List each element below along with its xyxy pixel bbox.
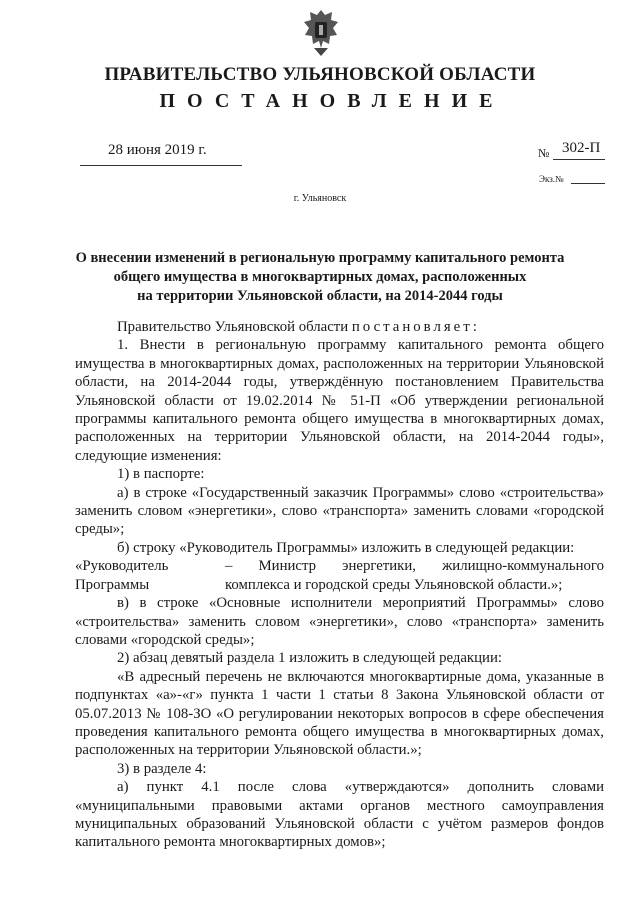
paragraph: в) в строке «Основные исполнители мероприятий Программы» слово «строительства» заменить словом «энергетики», слово «транспорта» заменить словами «городской среды»;: [75, 595, 604, 648]
title-line: общего имущества в многоквартирных домах, расположенных: [113, 269, 527, 285]
government-name: ПРАВИТЕЛЬСТВО УЛЬЯНОВСКОЙ ОБЛАСТИ: [104, 64, 536, 85]
title-line: на территории Ульяновской области, на 2014-2044 годы: [137, 288, 503, 304]
document-number: 302-П: [562, 140, 601, 156]
intro-paragraph: [75, 318, 604, 336]
paragraph: «В адресный перечень не включаются многоквартирные дома, указанные в подпунктах «а»-«г» пункта 1 части 1 статьи 8 Закона Ульяновской области от 05.07.2013 № 108-ЗО «О регулировании некоторых вопросов в сфере обеспечения проведения капитального ремонта общего имущества в многоквартирных домах, расположенных на территории Ульяновской области.»;: [75, 668, 604, 759]
intro-prefix: Правительство Ульяновской области: [117, 319, 349, 335]
paragraph: б) строку «Руководитель Программы» изложить в следующей редакции:: [117, 539, 575, 556]
coat-of-arms-emblem-icon: [302, 8, 340, 58]
copy-number-underline: [571, 183, 605, 184]
paragraph: а) в строке «Государственный заказчик Программы» слово «строительства» заменить словом «энергетики», слово «транспорта» заменить словами «городской среды»;: [75, 484, 604, 538]
paragraph: а) пункт 4.1 после слова «утверждаются» дополнить словами «муниципальными правовыми актами органов местного самоуправления муниципальных образований Ульяновской области с учётом размеров фондов капитального ремонта многоквартирных домов»;: [75, 779, 604, 851]
copy-number-label: Экз.№: [539, 174, 564, 184]
paragraph: 3) в разделе 4:: [117, 760, 207, 777]
document-type: ПОСТАНОВЛЕНИЕ: [159, 90, 505, 112]
city: г. Ульяновск: [293, 193, 347, 204]
number-prefix: №: [538, 146, 550, 160]
title-line: О внесении изменений в региональную программу капитального ремонта: [75, 250, 565, 266]
table-cell-value: – Министр энергетики, жилищно-коммунального комплекса и городской среды Ульяновской области.»;: [225, 558, 604, 593]
number-underline: [553, 159, 605, 160]
table-cell-label: «Руководитель Программы: [75, 558, 169, 593]
date-underline: [80, 165, 242, 166]
intro-verb: постановляет:: [351, 319, 480, 335]
paragraph: 1) в паспорте:: [117, 466, 205, 483]
document-title: [70, 249, 570, 306]
paragraph: 1. Внести в региональную программу капитального ремонта общего имущества в многоквартирных домах, расположенных на территории Ульяновской области, на 2014-2044 годы, утверждённую постановлением Правительства Ульяновской области от 19.02.2014 № 51-П «Об утверждении региональной программы капитального ремонта общего имущества в многоквартирных домах, расположенных на территории Ульяновской области, на 2014-2044 годы», следующие изменения:: [75, 337, 604, 464]
document-date: 28 июня 2019 г.: [108, 142, 207, 158]
leader-table-row: [75, 557, 604, 594]
paragraph: 2) абзац девятый раздела 1 изложить в следующей редакции:: [117, 650, 502, 667]
document-body: [75, 318, 604, 852]
